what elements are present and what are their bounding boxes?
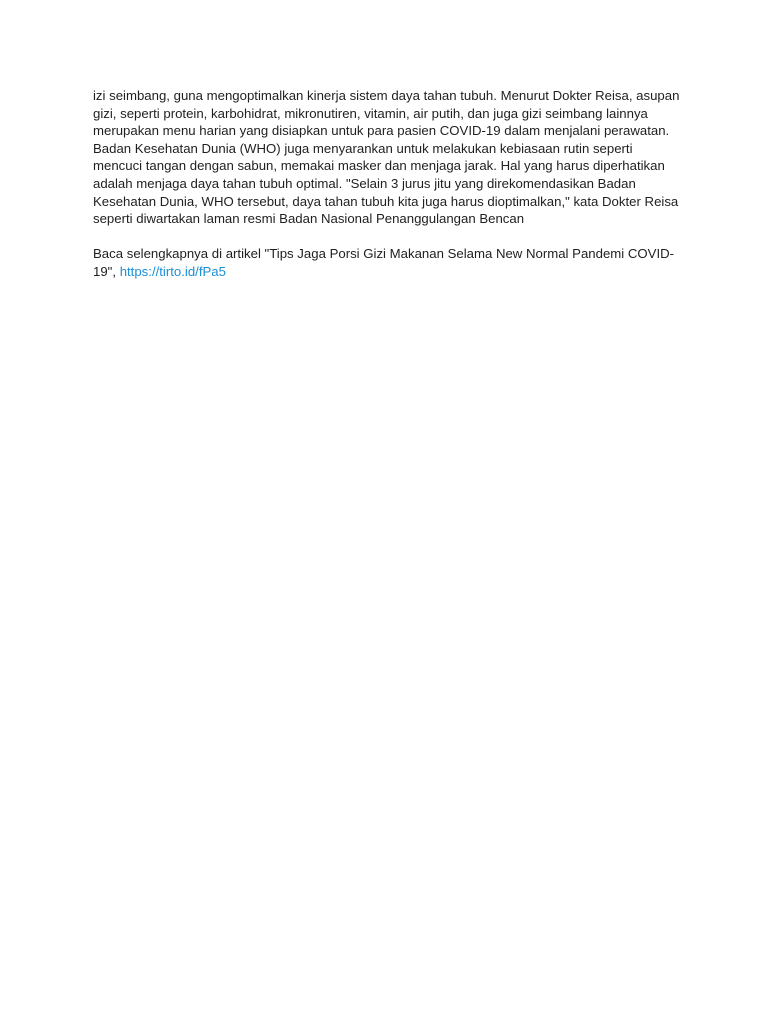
- read-more-paragraph: [93, 245, 683, 280]
- article-paragraph: izi seimbang, guna mengoptimalkan kinerja sistem daya tahan tubuh. Menurut Dokter Reisa, asupan gizi, seperti protein, karbohidrat, mikronutiren, vitamin, air putih, dan juga gizi seimbang lainnya merupakan menu harian yang disiapkan untuk para pasien COVID-19 dalam menjalani perawatan. Badan Kesehatan Dunia (WHO) juga menyarankan untuk melakukan kebiasaan rutin seperti mencuci tangan dengan sabun, memakai masker dan menjaga jarak. Hal yang harus diperhatikan adalah menjaga daya tahan tubuh optimal. "Selain 3 jurus jitu yang direkomendasikan Badan Kesehatan Dunia, WHO tersebut, daya tahan tubuh kita juga harus dioptimalkan," kata Dokter Reisa seperti diwartakan laman resmi Badan Nasional Penanggulangan Bencan: [93, 88, 680, 227]
- source-link[interactable]: https://tirto.id/fPa5: [119, 263, 226, 279]
- document-body: [93, 87, 683, 281]
- read-more-text: Baca selengkapnya di artikel "Tips Jaga Porsi Gizi Makanan Selama New Normal Pandemi COVID-19",: [93, 246, 675, 279]
